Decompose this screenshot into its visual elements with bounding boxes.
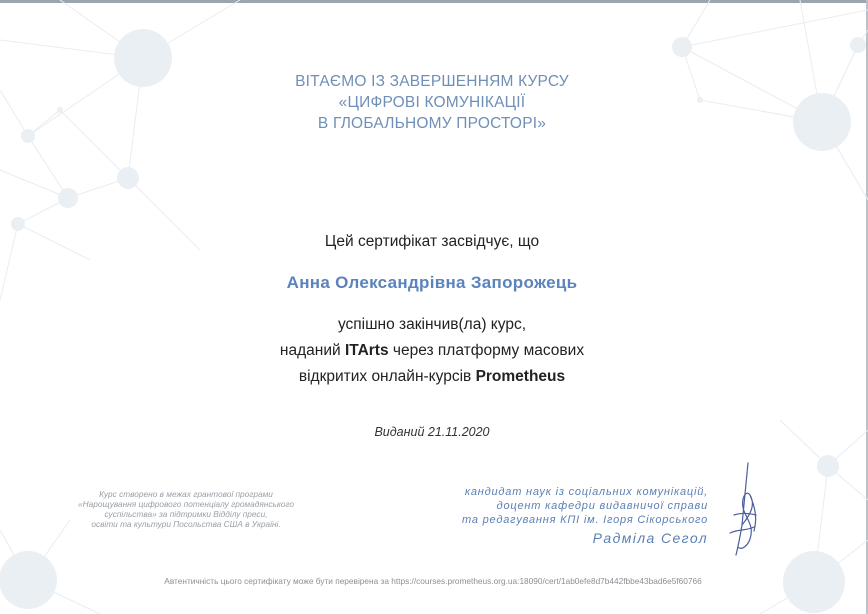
grant-note-line: «Нарощування цифрового потенціалу громадянського	[78, 499, 294, 509]
grant-note-line: суспільства» за підтримки Відділу преси,	[104, 509, 268, 519]
grant-note-line: Курс створено в межах грантової програми	[99, 489, 273, 499]
completion-text	[180, 312, 684, 390]
provider-name: ITArts	[344, 342, 389, 359]
verification-text: Автентичність цього сертифікату може бути перевірена за https://courses.prometheus.org.ua:18090/cert/1ab0efe8d7b442fbbe43bad6e5f60766	[164, 576, 702, 586]
completion-line	[180, 364, 684, 390]
platform-name: Prometheus	[475, 368, 566, 385]
completion-line	[180, 338, 684, 364]
grant-note	[50, 489, 322, 529]
signer-name: Радміла Сегол	[592, 530, 708, 546]
signer-credentials-line: доцент кафедри видавничої справи	[496, 500, 708, 512]
completion-text-part: через платформу масових	[388, 342, 585, 359]
completion-text-part: наданий	[279, 342, 345, 359]
signer-credentials-line: кандидат наук із соціальних комунікацій,	[464, 486, 708, 498]
signature-image	[720, 455, 780, 565]
signer-credentials-line: та редагування КПІ ім. Ігоря Сікорського	[462, 514, 708, 526]
certifies-text: Цей сертифікат засвідчує, що	[324, 233, 540, 250]
course-title	[200, 71, 664, 134]
recipient-name: Анна Олександрівна Запорожець	[286, 273, 578, 292]
completion-text-part: відкритих онлайн-курсів	[298, 368, 476, 385]
course-title-line: ВІТАЄМО ІЗ ЗАВЕРШЕННЯМ КУРСУ	[295, 73, 569, 90]
signer-credentials	[420, 485, 708, 527]
course-title-line: В ГЛОБАЛЬНОМУ ПРОСТОРІ»	[317, 115, 547, 132]
course-title-line: «ЦИФРОВІ КОМУНІКАЦІЇ	[338, 94, 526, 111]
grant-note-line: освіти та культури Посольства США в Україні.	[91, 519, 281, 529]
issue-date: Виданий 21.11.2020	[374, 425, 490, 439]
completion-line: успішно закінчив(ла) курс,	[337, 316, 527, 333]
